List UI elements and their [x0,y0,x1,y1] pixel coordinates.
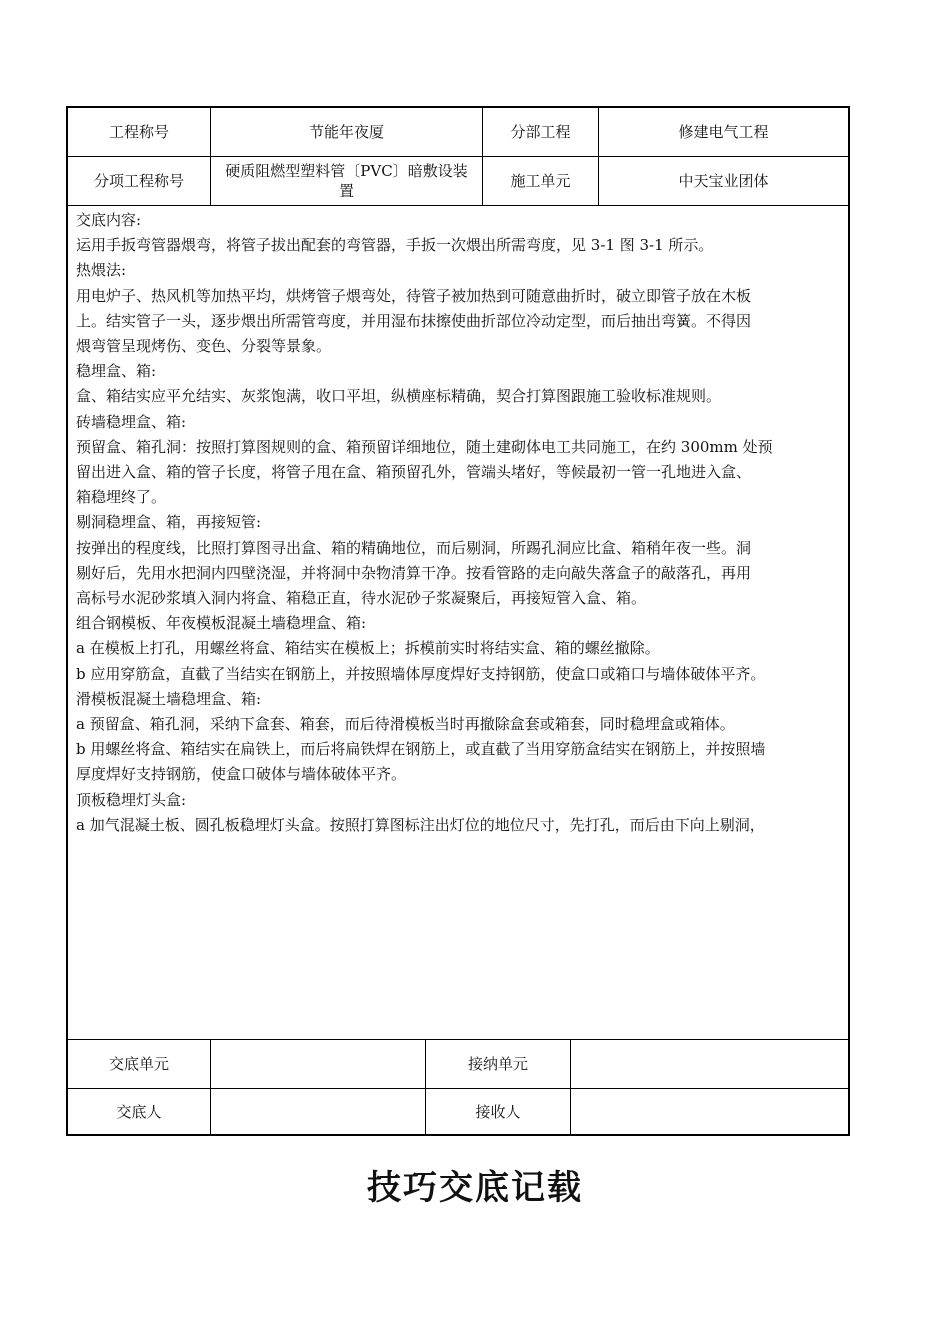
construction-unit-value: 中天宝业团体 [678,172,769,190]
footer-row-persons [68,1089,848,1134]
content-line: 箱稳埋终了。 [76,488,167,507]
content-line: 按弹出的程度线，比照打算图寻出盒、箱的精确地位，而后剔洞，所踢孔洞应比盒、箱稍年夜一些。洞 [76,538,752,557]
document-title: 技巧交底记载 [367,1168,583,1208]
content-line: 盒、箱结实应平允结实、灰浆饱满，收口平坦，纵横座标精确，契合打算图跟施工验收标准规则。 [76,387,722,406]
content-line: 预留盒、箱孔洞：按照打算图规则的盒、箱预留详细地位，随土建砌体电工共同施工，在约 300mm 处预 [76,437,773,456]
disclosure-content [68,206,848,1040]
content-line: 煨弯管呈现烤伤、变色、分裂等景象。 [76,337,332,356]
receiver-value[interactable] [571,1089,848,1134]
content-line: 砖墙稳埋盒、箱: [76,412,187,431]
construction-unit-label: 施工单元 [483,157,599,205]
division-label: 分部工程 [483,108,599,156]
disclosure-unit-value[interactable] [211,1040,426,1088]
content-line: 热煨法: [76,261,127,280]
division-value: 修建电气工程 [678,123,769,141]
item-name-label: 分项工程称号 [68,157,211,205]
receiving-unit-label: 接纳单元 [426,1040,571,1088]
footer-row-units [68,1040,848,1089]
content-line: a 预留盒、箱孔洞，采纳下盒套、箱套，而后待滑模板当时再撤除盒套或箱套，同时稳埋盒或箱体。 [76,715,735,734]
content-line: 留出进入盒、箱的管子长度，将管子甩在盒、箱预留孔外，管端头堵好，等候最初一管一孔地进入盒、 [76,463,752,482]
header-row-item [68,157,848,206]
header-row-project [68,108,848,157]
content-line: 上。结实管子一头，逐步煨出所需管弯度，并用湿布抹擦使曲折部位冷动定型，而后抽出弯簧。不得因 [76,311,752,330]
content-line: 剔洞稳埋盒、箱，再接短管: [76,513,262,532]
receiving-unit-value[interactable] [571,1040,848,1088]
content-line: a 在模板上打孔，用螺丝将盒、箱结实在模板上；拆模前实时将结实盒、箱的螺丝撤除。 [76,639,660,658]
content-line: 顶板稳埋灯头盒: [76,790,187,809]
discloser-value[interactable] [211,1089,426,1134]
content-line: a 加气混凝土板、圆孔板稳埋灯头盒。按照打算图标注出灯位的地位尺寸，先打孔，而后由下向上剔洞， [76,815,765,834]
content-line: 交底内容: [76,211,142,229]
content-line: 用电炉子、热风机等加热平均，烘烤管子煨弯处，待管子被加热到可随意曲折时，破立即管子放在木板 [76,286,752,305]
item-name-value: 硬质阻燃型塑料管〔PVC〕暗敷设装置 [211,157,483,205]
content-line: 组合钢模板、年夜模板混凝土墙稳埋盒、箱: [76,614,367,633]
project-name-label: 工程称号 [68,108,211,156]
content-line: 运用手扳弯管器煨弯，将管子拔出配套的弯管器，手扳一次煨出所需弯度，见 3-1 图 3-1 所示。 [76,236,714,255]
discloser-label: 交底人 [68,1089,211,1134]
disclosure-unit-label: 交底单元 [68,1040,211,1088]
content-line: 厚度焊好支持钢筋，使盒口破体与墙体破体平齐。 [76,765,407,784]
content-line: b 应用穿筋盒，直截了当结实在钢筋上，并按照墙体厚度焊好支持钢筋，使盒口或箱口与墙体破体平齐。 [76,664,766,683]
receiver-label: 接收人 [426,1089,571,1134]
content-line: 剔好后，先用水把洞内四壁浇湿，并将洞中杂物清算干净。按看管路的走向敲失落盒子的敲落孔，再用 [76,563,752,582]
project-name-value: 节能年夜厦 [211,108,483,156]
content-line: 滑模板混凝土墙稳埋盒、箱: [76,689,262,708]
disclosure-form [66,106,850,1136]
content-line: 高标号水泥砂浆填入洞内将盒、箱稳正直，待水泥砂子浆凝聚后，再接短管入盒、箱。 [76,589,647,608]
content-line: b 用螺丝将盒、箱结实在扁铁上，而后将扁铁焊在钢筋上，或直截了当用穿筋盒结实在钢筋上，并按照墙 [76,740,766,759]
content-line: 稳埋盒、箱: [76,362,157,381]
